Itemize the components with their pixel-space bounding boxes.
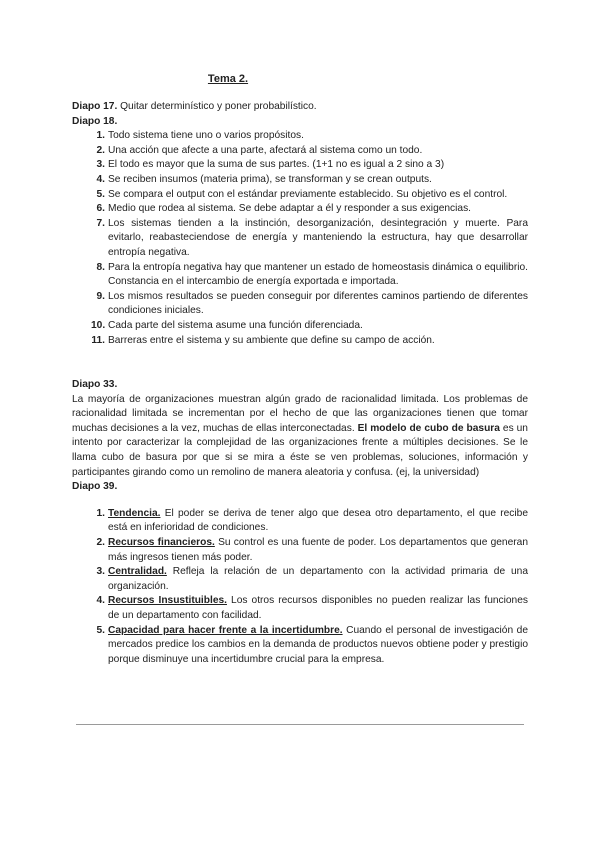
- diapo-33-paragraph: [72, 393, 528, 481]
- list-item: [96, 565, 528, 594]
- diapo-33-text-a: La mayoría de organizaciones muestran algún grado de racionalidad limitada. Los problemas de racionalidad limitada se incrementan por el hecho de que las organizaciones tienen que tomar muchas decisiones a la vez, muchas de ellas interconectadas.: [72, 393, 528, 434]
- item-text: Barreras entre el sistema y su ambiente que define su campo de acción.: [108, 334, 435, 346]
- diapo-33-text-b: es un intento por caracterizar la complejidad de las organizaciones frente a múltiples decisiones. Se le llama cubo de basura por que si se mira a éste se ven problemas, soluciones, información y participantes girando como un remolino de manera aleatoria y confusa. (ej, la universidad): [72, 422, 528, 478]
- item-text: Una acción que afecte a una parte, afectará al sistema como un todo.: [108, 144, 423, 156]
- item-number: 8.: [96, 261, 105, 273]
- item-text: Cuando el personal de investigación de mercados predice los cambios en la demanda de productos nuevos obtiene poder y prestigio porque disminuye una incertidumbre crucial para la empresa.: [108, 624, 528, 665]
- item-text: Medio que rodea al sistema. Se debe adaptar a él y responder a sus exigencias.: [108, 203, 472, 215]
- item-number: 1.: [96, 130, 105, 142]
- list-item: [96, 261, 528, 290]
- list-item: [96, 594, 528, 623]
- diapo-39-label: Diapo 39.: [72, 481, 118, 493]
- list-item: [96, 536, 528, 565]
- item-number: 9.: [96, 290, 105, 302]
- diapo-17-label: Diapo 17.: [72, 101, 118, 112]
- item-term: Tendencia.: [108, 507, 161, 519]
- list-item: [91, 319, 528, 334]
- item-number: 7.: [96, 217, 105, 229]
- diapo-33-bold-term: El modelo de cubo de basura: [357, 422, 500, 434]
- item-text: Para la entropía negativa hay que mantener un estado de homeostasis dinámica o equilibrio. Constancia en el intercambio de energía exportada e importada.: [108, 261, 528, 288]
- item-text: Los otros recursos disponibles no pueden realizar las funciones de un departamento con facilidad.: [108, 595, 528, 621]
- diapo-39-list: [96, 507, 528, 668]
- item-number: 5.: [96, 188, 105, 200]
- diapo-18-list: [91, 129, 528, 348]
- list-item: [96, 202, 528, 217]
- diapo-33-label: Diapo 33.: [72, 379, 118, 390]
- item-number: 3.: [96, 159, 105, 171]
- item-text: Los mismos resultados se pueden conseguir por diferentes caminos partiendo de diferentes condiciones iniciales.: [108, 290, 528, 317]
- item-number: 1.: [96, 507, 105, 519]
- item-number: 4.: [96, 173, 105, 185]
- item-text: Los sistemas tienden a la instinción, desorganización, desintegración y muerte. Para evitarlo, reabasteciendose de energía y manteniendo la estructura, hay que desarrollar entropía negativa.: [108, 217, 528, 258]
- page-title: Tema 2.: [207, 73, 249, 85]
- item-term: Recursos Insustituibles.: [108, 595, 227, 607]
- item-number: 3.: [96, 566, 105, 578]
- item-term: Centralidad.: [108, 566, 167, 578]
- list-item: [91, 334, 528, 349]
- item-number: 2.: [96, 536, 105, 548]
- item-text: El poder se deriva de tener algo que desea otro departamento, el que recibe está en inferioridad de condiciones.: [108, 507, 528, 534]
- item-term: Recursos financieros.: [108, 536, 215, 548]
- list-item: [96, 158, 528, 173]
- item-number: 6.: [96, 203, 105, 215]
- list-item: [96, 188, 528, 203]
- footer-divider: [76, 724, 524, 725]
- item-text: Todo sistema tiene uno o varios propósitos.: [108, 130, 304, 142]
- section-diapo-33-39: [72, 378, 528, 667]
- item-number: 11.: [91, 334, 105, 346]
- list-item: [96, 217, 528, 261]
- item-number: 2.: [96, 144, 105, 156]
- list-item: [96, 624, 528, 668]
- diapo-17-text: Quitar determinístico y poner probabilístico.: [117, 101, 317, 112]
- list-item: [96, 173, 528, 188]
- item-text: Cada parte del sistema asume una función diferenciada.: [108, 319, 363, 331]
- list-item: [96, 290, 528, 319]
- item-text: Su control es una fuente de poder. Los departamentos que generan más ingresos tienen más poder.: [108, 536, 528, 563]
- list-item: [96, 507, 528, 536]
- diapo-18-label: Diapo 18.: [72, 115, 118, 127]
- section-diapo-17-18: [72, 100, 528, 348]
- list-item: [96, 144, 528, 159]
- item-text: Se reciben insumos (materia prima), se transforman y se crean outputs.: [108, 173, 432, 185]
- item-number: 5.: [96, 624, 105, 636]
- item-text: Refleja la relación de un departamento con la actividad primaria de una organización.: [108, 566, 528, 592]
- item-text: Se compara el output con el estándar previamente establecido. Su objetivo es el control.: [108, 188, 508, 200]
- item-term: Capacidad para hacer frente a la incertidumbre.: [108, 624, 343, 636]
- list-item: [96, 129, 528, 144]
- item-text: El todo es mayor que la suma de sus partes. (1+1 no es igual a 2 sino a 3): [108, 159, 445, 171]
- diapo-17-line: [72, 100, 528, 115]
- item-number: 4.: [96, 595, 105, 607]
- item-number: 10.: [91, 319, 106, 331]
